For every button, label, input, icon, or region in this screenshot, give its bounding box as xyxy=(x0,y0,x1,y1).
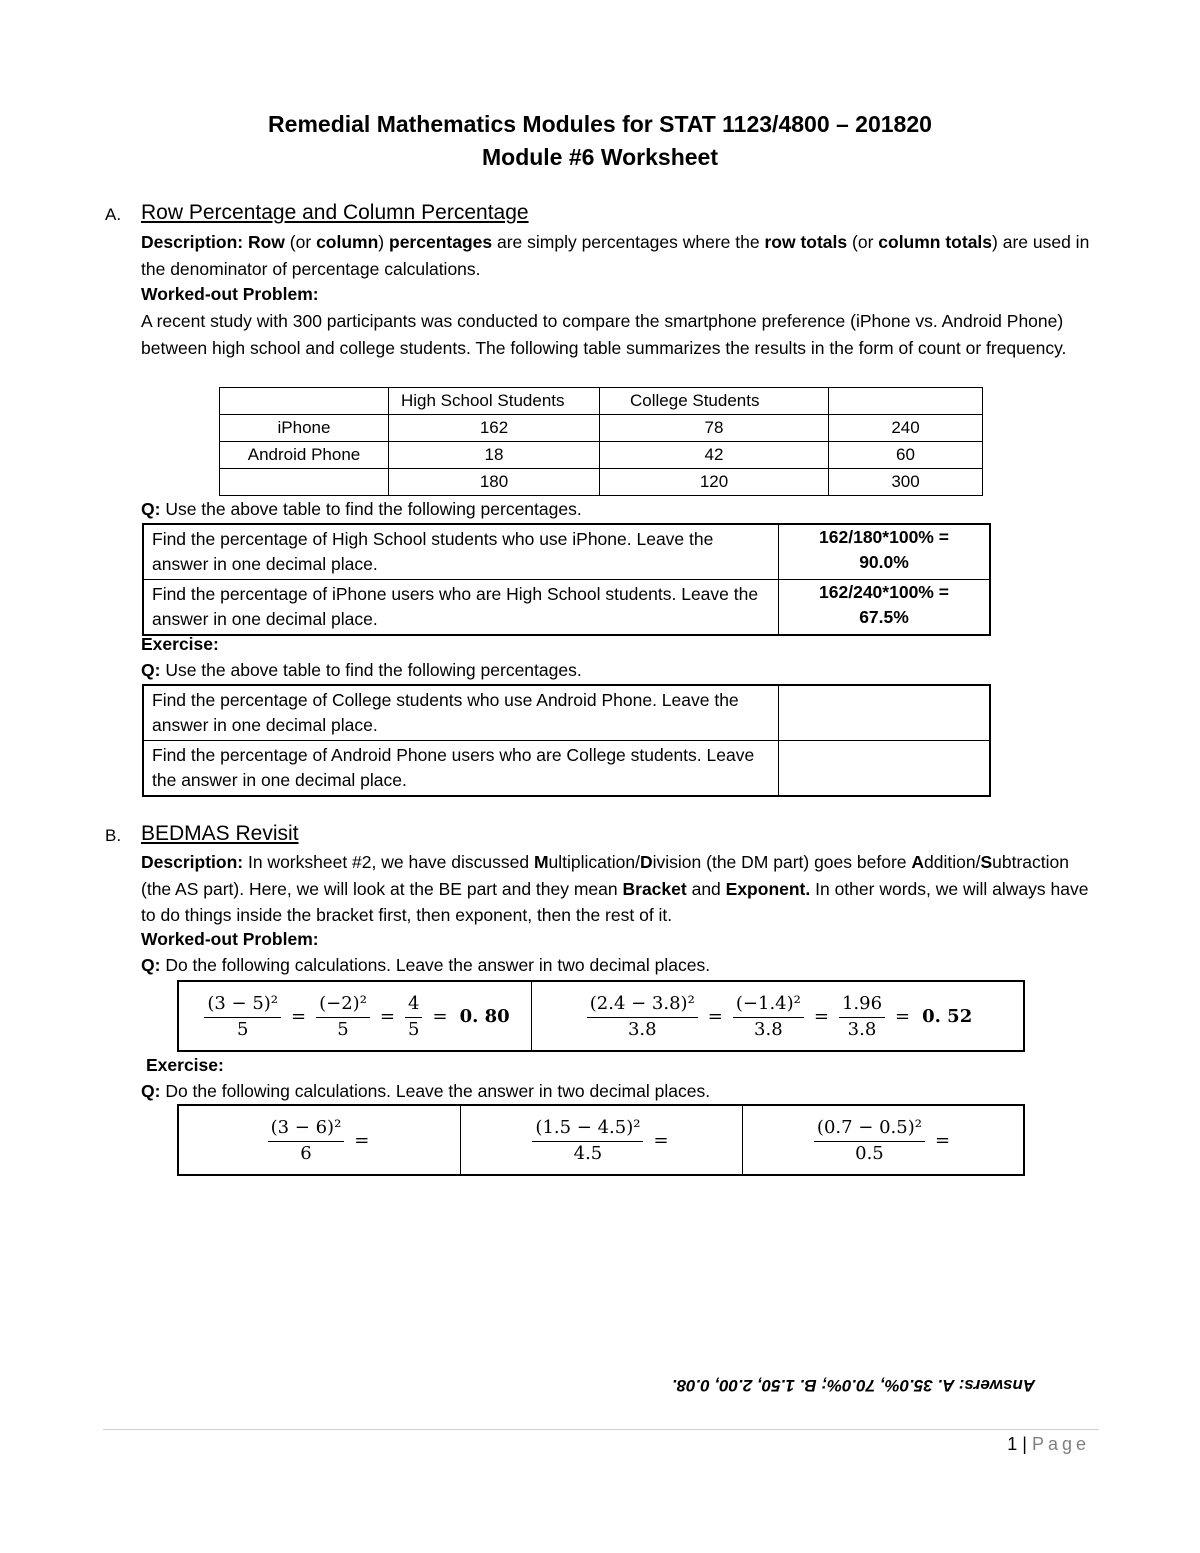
section-a-question: Q: Use the above table to find the following percentages. xyxy=(141,499,582,519)
fraction: $\frac{\text{(−2)²}}{5}$ xyxy=(316,991,370,1042)
section-a-exercise-label: Exercise: xyxy=(141,634,219,654)
table-cell xyxy=(220,469,389,496)
fraction: $\frac{1.96}{3.8}$ xyxy=(839,991,885,1042)
table-row xyxy=(220,388,983,415)
answer-cell: 162/180*100% = 90.0% xyxy=(779,524,991,580)
table-row xyxy=(220,469,983,496)
worked-result: 0. 80 xyxy=(459,1005,510,1027)
fraction: $\frac{\text{(0.7 − 0.5)²}}{0.5}$ xyxy=(814,1115,925,1166)
table-row xyxy=(143,685,990,741)
fraction: $\frac{\text{(1.5 − 4.5)²}}{4.5}$ xyxy=(532,1115,643,1166)
section-b-worked-label: Worked-out Problem: xyxy=(141,929,319,949)
worked-percentage-table xyxy=(142,523,991,636)
page-footer: 1 | Page xyxy=(1007,1434,1090,1454)
question-cell: Find the percentage of High School students who use iPhone. Leave the answer in one decimal place. xyxy=(143,524,779,580)
section-a-heading: Row Percentage and Column Percentage xyxy=(141,201,529,224)
table-row xyxy=(143,524,990,580)
exercise-equation-cell[interactable]: $\frac{\text{(1.5 − 4.5)²}}{4.5}$ = xyxy=(461,1105,743,1175)
section-a-description: Description: Row (or column) percentages are simply percentages where the row totals (or column totals) are used in the denominator of percentage calculations. xyxy=(141,232,1090,279)
footer-divider xyxy=(103,1429,1099,1430)
page-number: 1 xyxy=(1007,1434,1018,1454)
section-a-worked-label: Worked-out Problem: xyxy=(141,284,319,304)
section-b-heading: BEDMAS Revisit xyxy=(141,822,299,845)
table-cell: High School Students xyxy=(389,388,600,415)
page-label: Page xyxy=(1031,1434,1090,1454)
page-subtitle: Module #6 Worksheet xyxy=(481,144,719,170)
table-cell: 42 xyxy=(600,442,829,469)
table-cell xyxy=(829,388,983,415)
section-b-exercise-question: Q: Do the following calculations. Leave the answer in two decimal places. xyxy=(141,1081,711,1101)
answer-input-cell[interactable] xyxy=(779,685,991,741)
table-row xyxy=(143,741,990,797)
fraction: $\frac{\text{(3 − 6)²}}{6}$ xyxy=(268,1115,345,1166)
question-cell: Find the percentage of College students who use Android Phone. Leave the answer in one decimal place. xyxy=(143,685,779,741)
table-cell: iPhone xyxy=(220,415,389,442)
table-row xyxy=(143,580,990,636)
table-cell: 162 xyxy=(389,415,600,442)
table-cell: 78 xyxy=(600,415,829,442)
worked-bedmas-table xyxy=(177,980,1025,1052)
table-cell: 60 xyxy=(829,442,983,469)
table-row xyxy=(220,415,983,442)
equation-cell: $\frac{\text{(3 − 5)²}}{5}$ = $\frac{\text{(−2)²}}{5}$ = $\frac{4}{5}$ = 0. 80 xyxy=(178,981,532,1051)
fraction: $\frac{4}{5}$ xyxy=(405,991,422,1042)
question-cell: Find the percentage of iPhone users who are High School students. Leave the answer in one decimal place. xyxy=(143,580,779,636)
fraction: $\frac{\text{(3 − 5)²}}{5}$ xyxy=(204,991,281,1042)
section-a-exercise-question: Q: Use the above table to find the following percentages. xyxy=(141,660,582,680)
section-a-letter: A. xyxy=(105,205,122,224)
fraction: $\frac{\text{(2.4 − 3.8)²}}{3.8}$ xyxy=(587,991,698,1042)
exercise-equation-cell[interactable]: $\frac{\text{(0.7 − 0.5)²}}{0.5}$ = xyxy=(743,1105,1025,1175)
table-cell: 120 xyxy=(600,469,829,496)
table-cell: Android Phone xyxy=(220,442,389,469)
table-cell xyxy=(220,388,389,415)
table-row xyxy=(178,981,1024,1051)
table-row xyxy=(178,1105,1024,1175)
upside-down-answers: Answers: A. 35.0%, 70.0%; B. 1.50, 2.00, 0.08. xyxy=(672,1376,1036,1395)
count-table xyxy=(219,387,983,496)
section-b-question: Q: Do the following calculations. Leave the answer in two decimal places. xyxy=(141,955,711,975)
table-cell: 180 xyxy=(389,469,600,496)
section-b-letter: B. xyxy=(105,826,122,845)
page-title: Remedial Mathematics Modules for STAT 1123/4800 – 201820 xyxy=(268,111,932,137)
worked-result: 0. 52 xyxy=(922,1005,973,1027)
question-cell: Find the percentage of Android Phone users who are College students. Leave the answer in one decimal place. xyxy=(143,741,779,797)
fraction: $\frac{\text{(−1.4)²}}{3.8}$ xyxy=(733,991,804,1042)
section-a-problem-text: A recent study with 300 participants was conducted to compare the smartphone preference (iPhone vs. Android Phone) between high school and college students. The following table summarizes the results in the form of count or frequency. xyxy=(141,311,1067,358)
section-b-description: Description: In worksheet #2, we have discussed Multiplication/Division (the DM part) goes before Addition/Subtraction (the AS part). Here, we will look at the BE part and they mean Bracket and Exponent. In other words, we will always have to do things inside the bracket first, then exponent, then the rest of it. xyxy=(141,852,1089,925)
exercise-percentage-table xyxy=(142,684,991,797)
table-cell: 300 xyxy=(829,469,983,496)
exercise-bedmas-table xyxy=(177,1104,1025,1176)
answer-input-cell[interactable] xyxy=(779,741,991,797)
table-cell: 18 xyxy=(389,442,600,469)
table-cell: College Students xyxy=(600,388,829,415)
exercise-equation-cell[interactable]: $\frac{\text{(3 − 6)²}}{6}$ = xyxy=(178,1105,461,1175)
table-row xyxy=(220,442,983,469)
table-cell: 240 xyxy=(829,415,983,442)
equation-cell: $\frac{\text{(2.4 − 3.8)²}}{3.8}$ = $\frac{\text{(−1.4)²}}{3.8}$ = $\frac{1.96}{3.8}$ = 0. 52 xyxy=(532,981,1025,1051)
answer-cell: 162/240*100% = 67.5% xyxy=(779,580,991,636)
section-b-exercise-label: Exercise: xyxy=(146,1055,224,1075)
